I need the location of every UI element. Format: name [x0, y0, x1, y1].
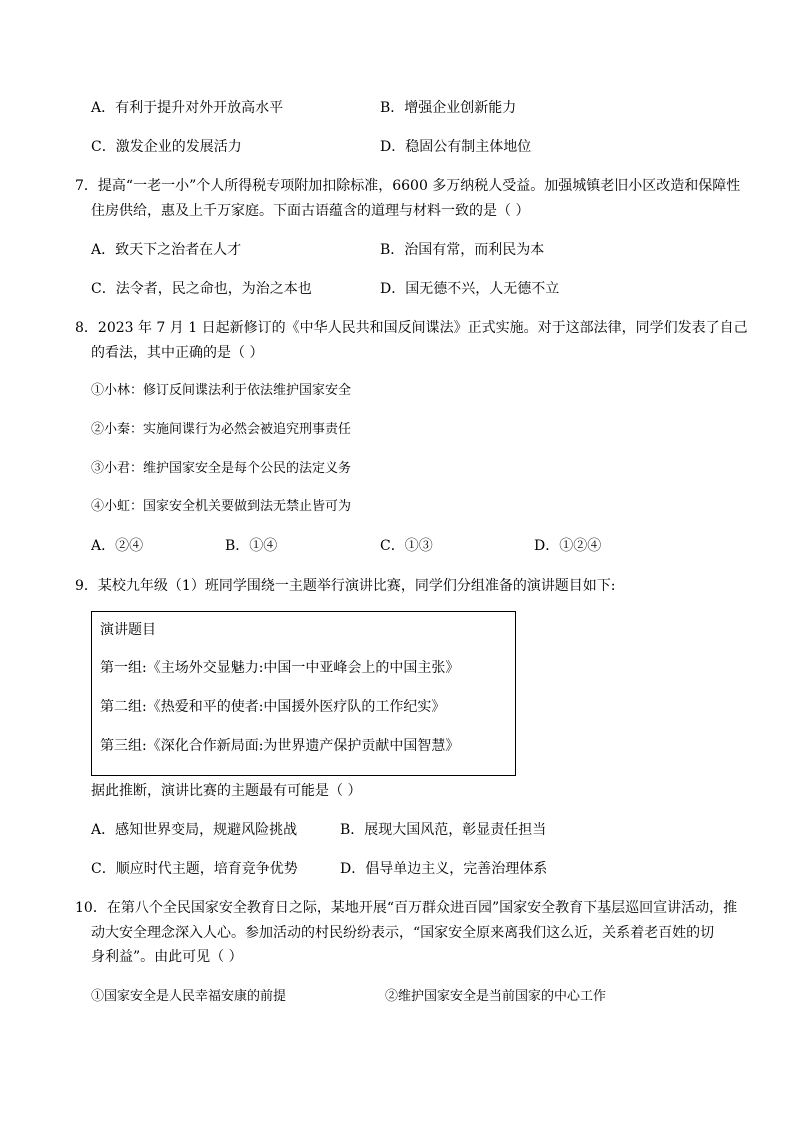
- q8-stem-line-2: 的看法，其中正确的是（ ）: [91, 345, 264, 361]
- q8-option-d: D．①②④: [534, 538, 602, 554]
- q8-option-c: C．①③: [380, 538, 433, 554]
- q7-stem-line-1: 7．提高“一老一小”个人所得税专项附加扣除标准，6600 多万纳税人受益。加强城镇老旧小区改造和保障性: [75, 178, 741, 194]
- q8-stem-line-1: 8．2023 年 7 月 1 日起新修订的《中华人民共和国反间谍法》正式实施。对于这部法律，同学们发表了自己: [75, 320, 748, 336]
- q10-statement-1: ①国家安全是人民幸福安康的前提: [91, 989, 287, 1004]
- q9-option-b: B．展现大国风范，彰显责任担当: [340, 822, 547, 838]
- q7-option-a: A．致天下之治者在人才: [91, 242, 242, 258]
- q9-question: 据此推断，演讲比赛的主题最有可能是（ ）: [91, 783, 362, 799]
- q10-statement-2: ②维护国家安全是当前国家的中心工作: [385, 989, 607, 1004]
- q7-option-c: C．法令者，民之命也，为治之本也: [91, 281, 312, 297]
- q9-group-3-topic: 第三组:《深化合作新局面:为世界遗产保护贡献中国智慧》: [100, 738, 460, 754]
- q6-option-d: D．稳固公有制主体地位: [380, 139, 532, 155]
- q6-option-b: B．增强企业创新能力: [380, 100, 517, 116]
- q9-option-a: A．感知世界变局，规避风险挑战: [91, 822, 298, 838]
- q8-option-b: B．①④: [225, 538, 278, 554]
- q6-option-c: C．激发企业的发展活力: [91, 139, 242, 155]
- q8-statement-4: ④小虹：国家安全机关要做到法无禁止皆可为: [91, 499, 352, 514]
- q8-statement-2: ②小秦：实施间谍行为必然会被追究刑事责任: [91, 422, 352, 437]
- q10-stem-line-1: 10．在第八个全民国家安全教育日之际，某地开展“百万群众进百园”国家安全教育下基层巡回宣讲活动，推: [75, 900, 738, 916]
- q6-option-a: A．有利于提升对外开放高水平: [91, 100, 284, 116]
- q7-stem-line-2: 住房供给，惠及上千万家庭。下面古语蕴含的道理与材料一致的是（ ）: [91, 203, 530, 219]
- q8-option-a: A．②④: [91, 538, 144, 554]
- q7-option-d: D．国无德不兴，人无德不立: [380, 281, 560, 297]
- q7-option-b: B．治国有常，而利民为本: [380, 242, 545, 258]
- q9-option-d: D．倡导单边主义，完善治理体系: [340, 861, 548, 877]
- q8-statement-3: ③小君：维护国家安全是每个公民的法定义务: [91, 461, 352, 476]
- q10-stem-line-3: 身利益”。由此可见（ ）: [91, 949, 243, 965]
- q8-statement-1: ①小林：修订反间谍法利于依法维护国家安全: [91, 383, 352, 398]
- q10-stem-line-2: 动大安全理念深入人心。参加活动的村民纷纷表示，“国家安全原来离我们这么近，关系着老百姓的切: [91, 925, 715, 941]
- q9-stem-line-1: 9．某校九年级（1）班同学围绕一主题举行演讲比赛，同学们分组准备的演讲题目如下:: [75, 578, 616, 594]
- q9-box-title: 演讲题目: [100, 622, 156, 638]
- q9-group-1-topic: 第一组:《主场外交显魅力:中国一中亚峰会上的中国主张》: [100, 660, 460, 676]
- q9-group-2-topic: 第二组:《热爱和平的使者:中国援外医疗队的工作纪实》: [100, 699, 446, 715]
- q9-option-c: C．顺应时代主题，培育竞争优势: [91, 861, 298, 877]
